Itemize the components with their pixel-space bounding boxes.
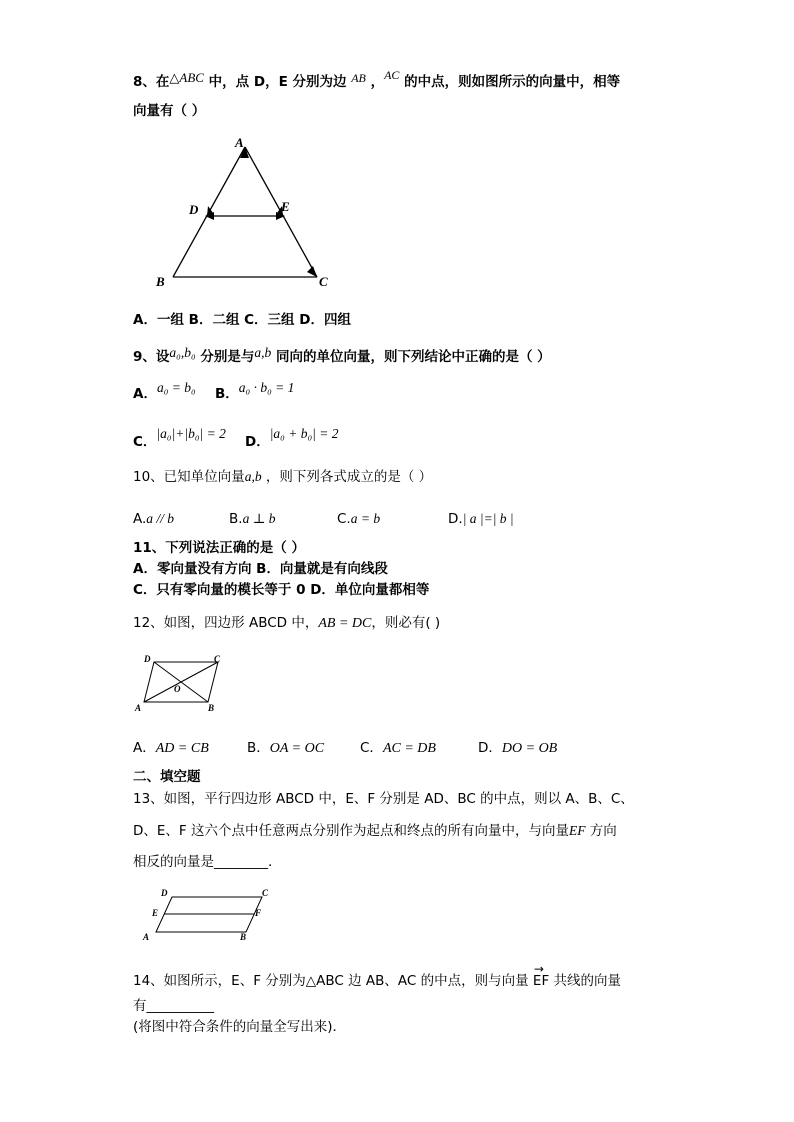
- q10-option-a: [133, 510, 174, 528]
- q9-d-expr: |a₀ + b₀| = 2: [269, 426, 339, 441]
- q8-label-b: B: [156, 274, 165, 289]
- q14-line1: [133, 972, 621, 990]
- q10-b-expr: a ⊥ b: [242, 511, 276, 526]
- q8-label-e: E: [281, 199, 290, 214]
- q8-line2: 向量有（ ）: [133, 103, 206, 119]
- q10-d-label: D.: [448, 511, 463, 527]
- q8-seg-ac: AC: [384, 68, 400, 82]
- q12-d-label: D．: [478, 740, 502, 756]
- q9-a-expr: a₀ = b₀: [156, 380, 196, 395]
- q12-label-c: C: [214, 654, 221, 664]
- q12-condition: AB = DC: [318, 616, 372, 631]
- q13-line2-suffix: 方向: [585, 823, 617, 839]
- q12-option-d: [478, 739, 557, 758]
- q10-c-label: C.: [337, 511, 351, 527]
- q12-b-expr: OA = OC: [269, 741, 325, 756]
- q10-prefix: 10、已知单位向量: [133, 469, 245, 485]
- q12-d-expr: DO = OB: [501, 741, 558, 756]
- q13-line1: 13、如图，平行四边形 ABCD 中，E、F 分别是 AD、BC 的中点，则以 A、B、C、: [133, 791, 634, 807]
- q12-option-b: [247, 739, 324, 758]
- q10-vectors: a,b: [244, 469, 262, 484]
- section-heading-fill-in: 二、填空题: [133, 769, 201, 785]
- q13-vector-ef: EF: [568, 823, 586, 838]
- q13-parallelogram-figure: [138, 884, 278, 944]
- q12-c-label: C．: [360, 740, 383, 756]
- q9-option-c: [133, 425, 226, 450]
- q8-line1: [133, 68, 621, 91]
- q8-comma: ，: [365, 74, 385, 90]
- q9-d-label: D．: [245, 434, 270, 450]
- q13-label-b: B: [240, 932, 247, 942]
- q13-label-d: D: [161, 888, 168, 898]
- q10-suffix: ，则下列各式成立的是（ ）: [261, 469, 433, 485]
- q10-option-b: [229, 510, 276, 528]
- q12-option-a: [133, 739, 209, 758]
- q12-c-expr: AC = DB: [382, 741, 436, 756]
- q14-vector-ef: → EF: [533, 972, 549, 990]
- q10-c-expr: a = b: [350, 511, 381, 526]
- q12-stem: [133, 614, 440, 633]
- q9-option-b: [215, 380, 295, 403]
- q9-vectors: a,b: [254, 345, 272, 360]
- q10-option-c: [337, 510, 380, 528]
- q14-line1-prefix: 14、如图所示，E、F 分别为△ABC 边 AB、AC 的中点，则与向量: [133, 973, 533, 989]
- q8-label-a: A: [235, 135, 244, 150]
- q9-option-d: [245, 425, 339, 450]
- q8-triangle-figure: [150, 133, 340, 293]
- q12-label-a: A: [135, 703, 142, 713]
- q12-label-b: B: [208, 703, 215, 713]
- q12-suffix: ，则必有( ): [371, 615, 441, 631]
- q8-label-c: C: [319, 274, 328, 289]
- q8-seg-ab: AB: [351, 71, 366, 85]
- q8-options: A．一组 B．二组 C．三组 D．四组: [133, 312, 351, 328]
- q11-stem: 11、下列说法正确的是（ ）: [133, 540, 305, 556]
- q10-stem: [133, 468, 432, 486]
- q9-b-label: B．: [215, 386, 239, 402]
- q9-b-expr: a₀ · b₀ = 1: [238, 380, 295, 395]
- q9-c-label: C．: [133, 434, 157, 450]
- q13-line2: [133, 822, 617, 840]
- q12-label-o: O: [174, 684, 181, 694]
- q8-label-d: D: [189, 202, 199, 217]
- q9-mid: 分别是与: [195, 349, 255, 365]
- q10-option-d: [448, 510, 514, 528]
- q12-prefix: 12、如图，四边形 ABCD 中，: [133, 615, 319, 631]
- q8-triangle-abc: △ABC: [169, 70, 204, 85]
- q9-prefix: 9、设: [133, 349, 170, 365]
- q13-label-f: F: [255, 908, 262, 918]
- q12-option-c: [360, 739, 436, 758]
- q12-a-label: A．: [133, 740, 156, 756]
- q8-suffix: 的中点，则如图所示的向量中，相等: [399, 74, 621, 90]
- q9-a-label: A．: [133, 386, 157, 402]
- q13-label-e: E: [152, 908, 159, 918]
- q8-prefix: 8、在: [133, 74, 170, 90]
- q12-diagonal-ca: [144, 662, 218, 702]
- q9-c-expr: |a₀|+|b₀| = 2: [156, 426, 226, 441]
- q9-unit-vectors: a₀,b₀: [169, 345, 196, 360]
- q9-option-a: [133, 380, 196, 403]
- q10-a-label: A.: [133, 511, 147, 527]
- q12-parallelogram-figure: [130, 650, 230, 716]
- q13-line2-prefix: D、E、F 这六个点中任意两点分别作为起点和终点的所有向量中，与向量: [133, 823, 569, 839]
- q11-options-ab: A．零向量没有方向 B．向量就是有向线段: [133, 561, 388, 577]
- q12-a-expr: AD = CB: [155, 741, 209, 756]
- q9-stem: [133, 345, 551, 366]
- q11-options-cd: C．只有零向量的模长等于 0 D．单位向量都相等: [133, 582, 430, 598]
- q12-b-label: B．: [247, 740, 270, 756]
- q14-line3: (将图中符合条件的向量全写出来)．: [133, 1019, 347, 1035]
- q10-b-label: B.: [229, 511, 243, 527]
- q10-a-expr: a // b: [146, 511, 175, 526]
- q13-label-a: A: [143, 932, 150, 942]
- q13-line3: 相反的向量是________.: [133, 854, 273, 870]
- q9-suffix: 同向的单位向量，则下列结论中正确的是（ ）: [271, 349, 551, 365]
- q8-arrow-c: [307, 266, 317, 277]
- q14-line1-suffix: 共线的向量: [549, 973, 622, 989]
- q12-label-d: D: [144, 654, 151, 664]
- q8-mid: 中，点 D，E 分别为边: [203, 74, 352, 90]
- q14-line2: 有__________: [133, 998, 214, 1014]
- q13-label-c: C: [262, 888, 269, 898]
- q10-d-expr: | a |=| b |: [462, 511, 514, 526]
